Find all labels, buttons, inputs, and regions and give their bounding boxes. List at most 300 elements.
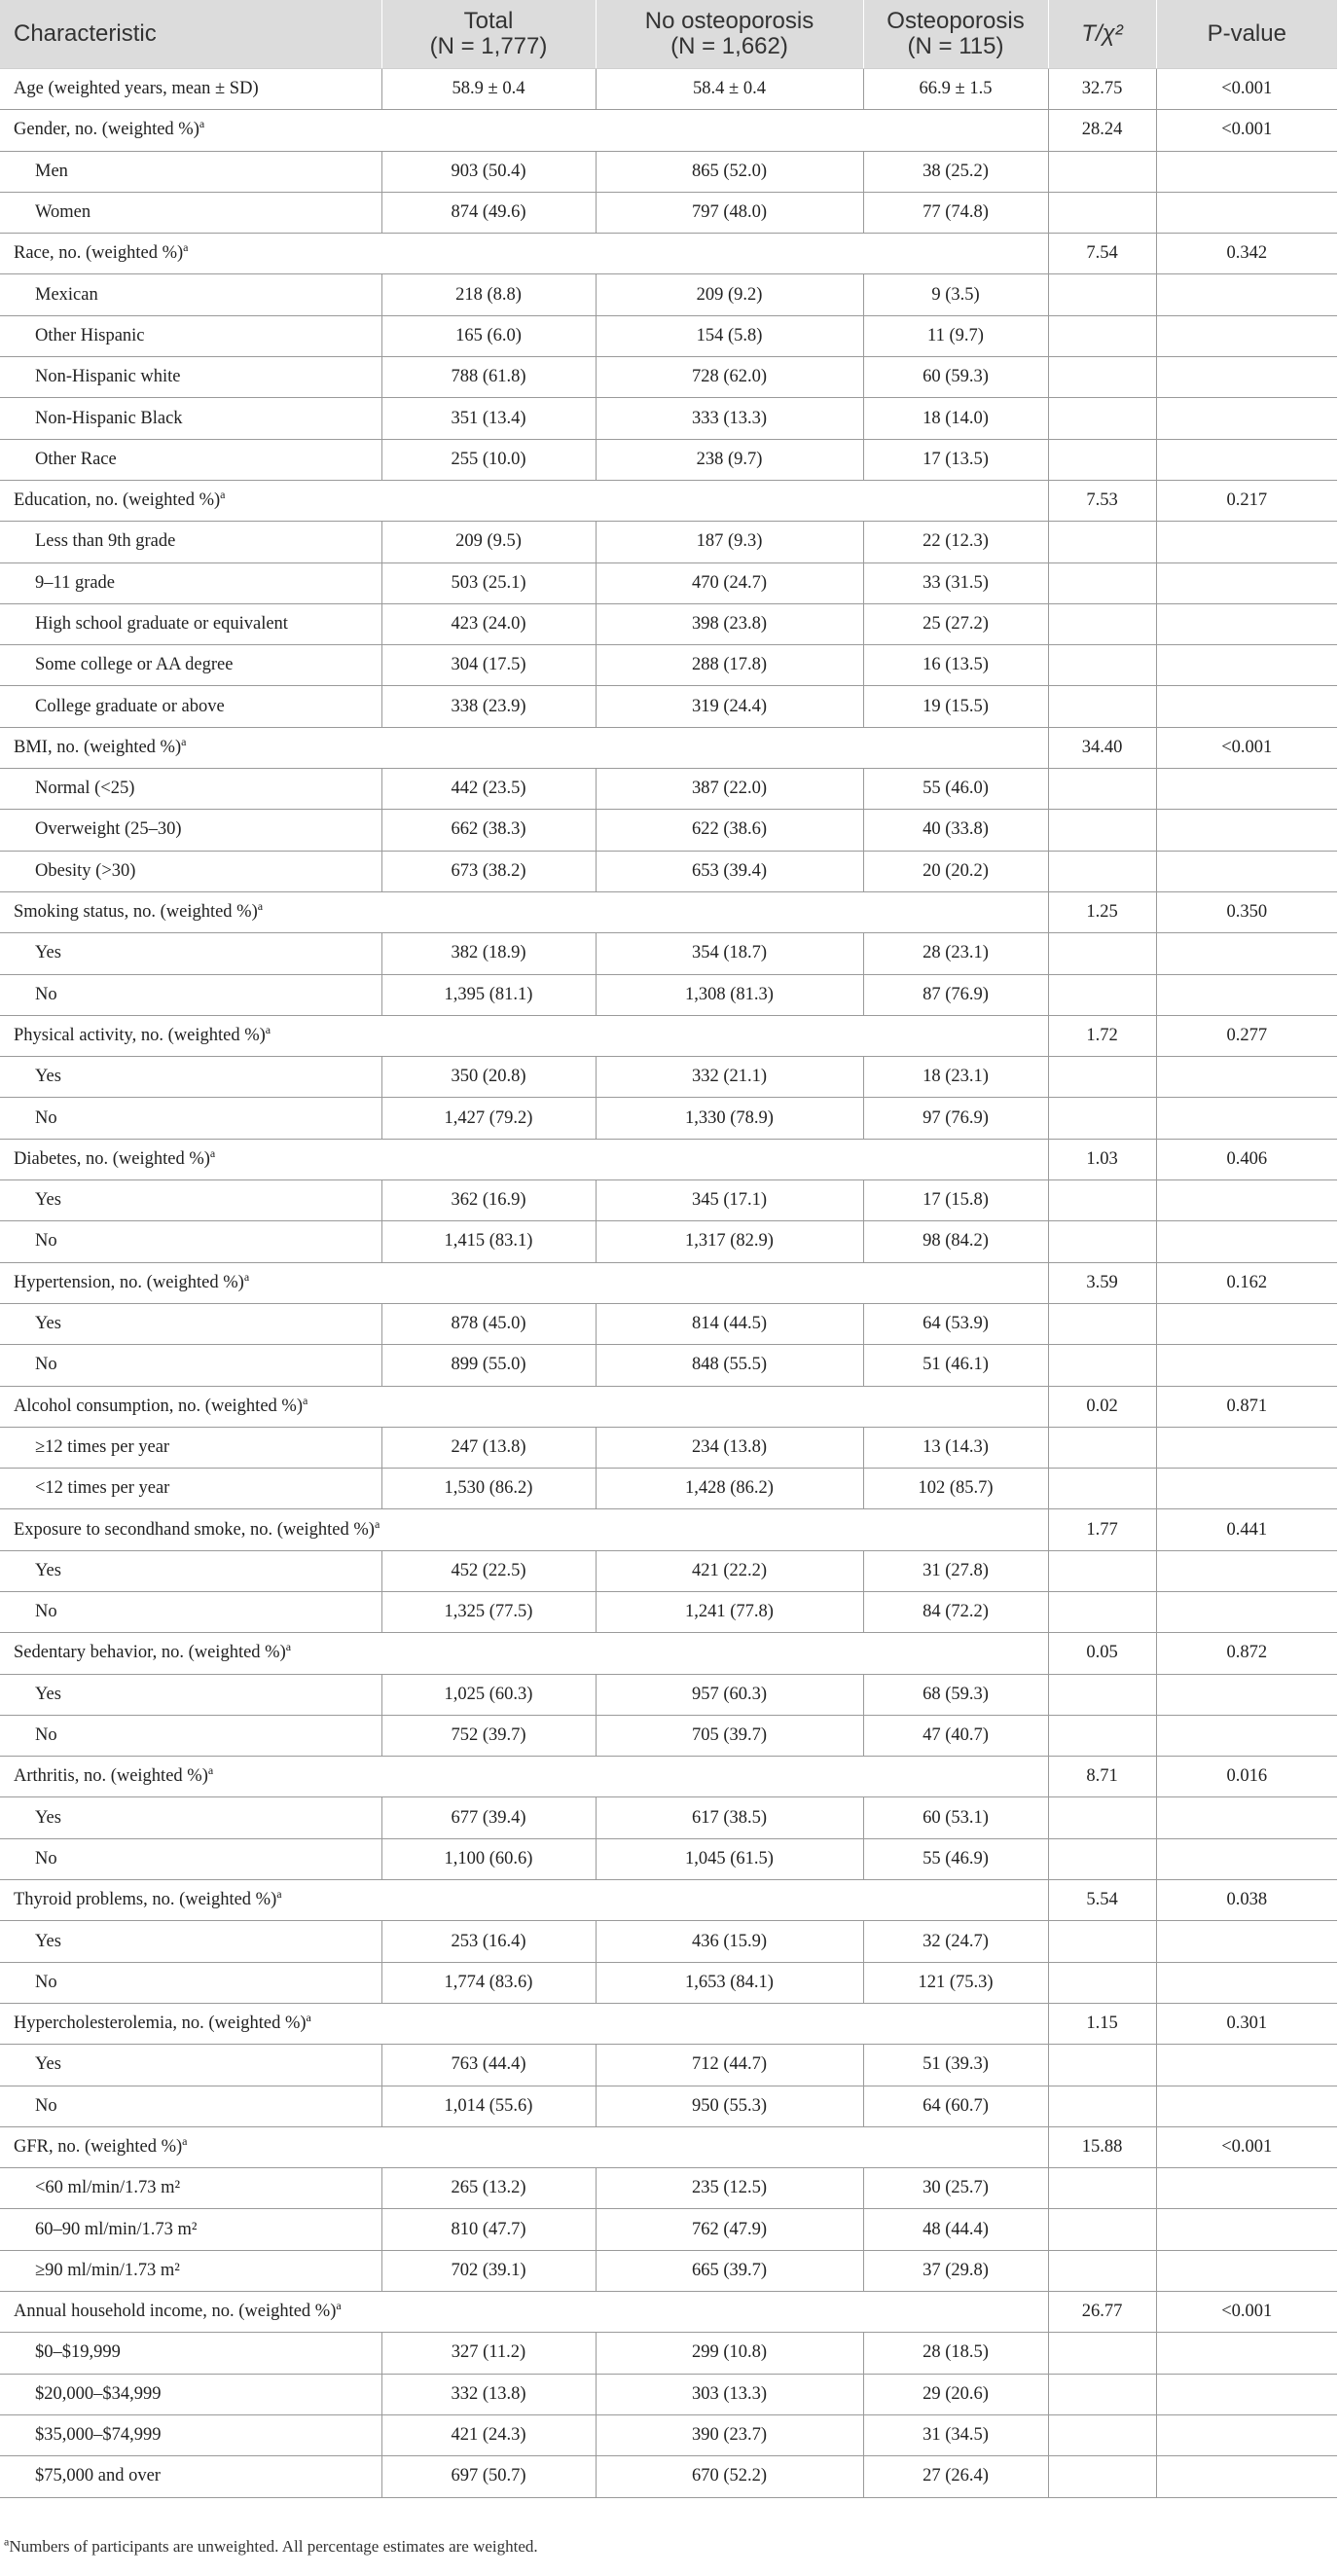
cell-test-statistic: [1048, 2414, 1156, 2455]
cell-total-text: 1,025 (60.3): [444, 1684, 533, 1704]
cell-characteristic: [0, 2250, 381, 2291]
cell-test-statistic-text: 1.25: [1086, 902, 1118, 923]
cell-characteristic: [0, 1386, 1048, 1427]
cell-test-statistic-text: 5.54: [1086, 1890, 1118, 1910]
cell-osteoporosis-text: 20 (20.2): [923, 860, 989, 881]
cell-osteoporosis: [863, 1098, 1048, 1139]
cell-osteoporosis-text: 98 (84.2): [923, 1231, 989, 1252]
cell-characteristic: [0, 1509, 1048, 1550]
cell-total: [381, 686, 596, 727]
table-footnote: [4, 2534, 538, 2557]
cell-test-statistic: [1048, 810, 1156, 851]
cell-no-osteoporosis-text: 398 (23.8): [691, 614, 768, 634]
cell-test-statistic: [1048, 192, 1156, 233]
cell-osteoporosis-text: 33 (31.5): [923, 572, 989, 593]
cell-characteristic-text: Normal (<25): [35, 779, 135, 799]
cell-p-value: [1156, 1015, 1337, 1056]
cell-no-osteoporosis: [596, 562, 863, 603]
cell-total-text: 874 (49.6): [451, 202, 526, 223]
cell-test-statistic-text: 28.24: [1081, 120, 1123, 140]
table-row-subcategory: [0, 1345, 1337, 1386]
cell-total: [381, 1550, 596, 1591]
cell-osteoporosis: [863, 1303, 1048, 1344]
cell-characteristic: [0, 1962, 381, 2003]
cell-test-statistic: [1048, 1469, 1156, 1509]
cell-osteoporosis: [863, 357, 1048, 398]
cell-no-osteoporosis: [596, 2250, 863, 2291]
cell-characteristic-text: Gender, no. (weighted %): [14, 120, 199, 140]
cell-test-statistic: [1048, 1509, 1156, 1550]
table-row-subcategory: [0, 1221, 1337, 1262]
cell-total: [381, 769, 596, 810]
cell-test-statistic: [1048, 2374, 1156, 2414]
table-row-subcategory: [0, 1797, 1337, 1838]
table-row-variable: [0, 1880, 1337, 1921]
cell-p-value-text: 0.162: [1226, 1272, 1268, 1292]
table-row-subcategory: [0, 933, 1337, 974]
cell-test-statistic: [1048, 1303, 1156, 1344]
table-row-subcategory: [0, 1674, 1337, 1715]
cell-total-text: 247 (13.8): [451, 1436, 526, 1457]
cell-no-osteoporosis: [596, 1591, 863, 1632]
table-row-subcategory: [0, 1715, 1337, 1756]
cell-p-value: [1156, 2003, 1337, 2044]
cell-no-osteoporosis: [596, 1797, 863, 1838]
table-row-subcategory: [0, 686, 1337, 727]
cell-test-statistic: [1048, 2333, 1156, 2374]
cell-osteoporosis-text: 51 (46.1): [923, 1355, 989, 1375]
cell-characteristic-text: No: [35, 1848, 57, 1869]
cell-p-value-text: <0.001: [1221, 2302, 1273, 2322]
cell-test-statistic-text: 1.03: [1086, 1148, 1118, 1169]
cell-characteristic-text: Yes: [35, 1560, 61, 1580]
cell-characteristic-text: No: [35, 1107, 57, 1128]
cell-no-osteoporosis: [596, 2456, 863, 2497]
cell-total: [381, 1674, 596, 1715]
cell-characteristic-text: Hypercholesterolemia, no. (weighted %): [14, 2014, 307, 2034]
cell-osteoporosis-text: 97 (76.9): [923, 1107, 989, 1128]
cell-no-osteoporosis-text: 1,317 (82.9): [685, 1231, 774, 1252]
cell-no-osteoporosis-text: 319 (24.4): [691, 696, 768, 716]
cell-test-statistic: [1048, 1386, 1156, 1427]
cell-p-value: [1156, 439, 1337, 480]
cell-no-osteoporosis: [596, 2086, 863, 2126]
cell-no-osteoporosis-text: 470 (24.7): [691, 572, 768, 593]
cell-characteristic-text: <60 ml/min/1.73 m²: [35, 2178, 181, 2198]
cell-total: [381, 439, 596, 480]
cell-characteristic-text: $20,000–$34,999: [35, 2383, 162, 2404]
cell-characteristic: [0, 151, 381, 192]
cell-no-osteoporosis-text: 387 (22.0): [691, 779, 768, 799]
cell-characteristic-text: Other Hispanic: [35, 325, 145, 345]
cell-test-statistic: [1048, 1015, 1156, 1056]
footnote-marker: a: [220, 487, 226, 501]
cell-no-osteoporosis-text: 762 (47.9): [691, 2219, 768, 2239]
cell-test-statistic: [1048, 1262, 1156, 1303]
cell-test-statistic: [1048, 1139, 1156, 1179]
cell-no-osteoporosis: [596, 603, 863, 644]
footnote-text: Numbers of participants are unweighted. All percentage estimates are weighted.: [9, 2537, 538, 2556]
cell-osteoporosis-text: 18 (14.0): [923, 408, 989, 428]
table-body: [0, 69, 1337, 2498]
cell-characteristic: [0, 2456, 381, 2497]
cell-no-osteoporosis-text: 303 (13.3): [691, 2383, 768, 2404]
cell-p-value-text: 0.406: [1226, 1148, 1268, 1169]
cell-p-value-text: 0.441: [1226, 1519, 1268, 1540]
cell-total: [381, 2456, 596, 2497]
cell-total-text: 788 (61.8): [451, 367, 526, 387]
cell-p-value-text: 0.871: [1226, 1396, 1268, 1416]
cell-no-osteoporosis-text: 235 (12.5): [691, 2178, 768, 2198]
cell-test-statistic: [1048, 2086, 1156, 2126]
cell-p-value: [1156, 522, 1337, 562]
cell-test-statistic: [1048, 2292, 1156, 2333]
cell-no-osteoporosis: [596, 1962, 863, 2003]
cell-total-text: 677 (39.4): [451, 1807, 526, 1828]
cell-p-value-text: 0.038: [1226, 1890, 1268, 1910]
cell-no-osteoporosis-text: 234 (13.8): [691, 1436, 768, 1457]
cell-test-statistic: [1048, 2209, 1156, 2250]
cell-characteristic: [0, 439, 381, 480]
table-row-subcategory: [0, 851, 1337, 891]
cell-characteristic-text: Yes: [35, 1314, 61, 1334]
cell-osteoporosis: [863, 439, 1048, 480]
cell-total: [381, 1469, 596, 1509]
cell-p-value: [1156, 1345, 1337, 1386]
cell-no-osteoporosis-text: 288 (17.8): [691, 655, 768, 675]
table-row-subcategory: [0, 2086, 1337, 2126]
cell-characteristic: [0, 1057, 381, 1098]
cell-total-text: 442 (23.5): [451, 779, 526, 799]
cell-p-value-text: <0.001: [1221, 2136, 1273, 2157]
cell-no-osteoporosis: [596, 1715, 863, 1756]
cell-characteristic: [0, 1139, 1048, 1179]
cell-osteoporosis: [863, 1057, 1048, 1098]
cell-characteristic-text: No: [35, 1231, 57, 1252]
cell-characteristic-text: Physical activity, no. (weighted %): [14, 1025, 266, 1045]
cell-osteoporosis-text: 37 (29.8): [923, 2260, 989, 2280]
cell-p-value: [1156, 769, 1337, 810]
cell-no-osteoporosis-text: 1,428 (86.2): [685, 1478, 774, 1499]
footnote-marker: a: [265, 1022, 271, 1036]
cell-characteristic: [0, 686, 381, 727]
cell-no-osteoporosis-text: 421 (22.2): [691, 1560, 768, 1580]
cell-no-osteoporosis: [596, 192, 863, 233]
cell-total: [381, 1057, 596, 1098]
cell-p-value: [1156, 1674, 1337, 1715]
cell-characteristic-text: Mexican: [35, 284, 98, 305]
cell-total-text: 903 (50.4): [451, 161, 526, 181]
cell-p-value-text: <0.001: [1221, 79, 1273, 99]
cell-p-value: [1156, 1633, 1337, 1674]
cell-test-statistic: [1048, 1797, 1156, 1838]
cell-no-osteoporosis-text: 154 (5.8): [696, 325, 763, 345]
cell-osteoporosis-text: 47 (40.7): [923, 1725, 989, 1746]
cell-test-statistic: [1048, 315, 1156, 356]
cell-p-value: [1156, 1303, 1337, 1344]
cell-no-osteoporosis-text: 622 (38.6): [691, 819, 768, 840]
cell-test-statistic: [1048, 274, 1156, 315]
table-row-subcategory: [0, 1098, 1337, 1139]
cell-characteristic-text: No: [35, 984, 57, 1004]
cell-no-osteoporosis-text: 814 (44.5): [691, 1314, 768, 1334]
cell-osteoporosis: [863, 2168, 1048, 2209]
cell-test-statistic: [1048, 851, 1156, 891]
cell-osteoporosis: [863, 398, 1048, 439]
header-no-osteoporosis-n: (N = 1,662): [670, 33, 788, 59]
cell-test-statistic: [1048, 1180, 1156, 1221]
cell-total-text: 253 (16.4): [451, 1931, 526, 1951]
cell-characteristic-text: Yes: [35, 2054, 61, 2075]
footnote-marker: a: [243, 1269, 250, 1284]
cell-osteoporosis-text: 66.9 ± 1.5: [919, 79, 993, 99]
cell-total: [381, 2086, 596, 2126]
cell-test-statistic-text: 26.77: [1081, 2302, 1123, 2322]
cell-characteristic-text: Alcohol consumption, no. (weighted %): [14, 1396, 303, 1416]
cell-total-text: 1,415 (83.1): [444, 1231, 533, 1252]
cell-no-osteoporosis: [596, 1427, 863, 1468]
cell-characteristic: [0, 2003, 1048, 2044]
cell-characteristic: [0, 522, 381, 562]
cell-total: [381, 1345, 596, 1386]
cell-test-statistic-text: 1.72: [1086, 1025, 1118, 1045]
cell-osteoporosis-text: 28 (18.5): [923, 2342, 989, 2363]
cell-osteoporosis: [863, 1797, 1048, 1838]
cell-p-value-text: 0.016: [1226, 1766, 1268, 1787]
cell-test-statistic: [1048, 2003, 1156, 2044]
cell-total-text: 423 (24.0): [451, 614, 526, 634]
cell-p-value-text: <0.001: [1221, 737, 1273, 757]
cell-p-value: [1156, 1221, 1337, 1262]
cell-p-value: [1156, 562, 1337, 603]
cell-total-text: 1,325 (77.5): [444, 1602, 533, 1622]
cell-characteristic: [0, 645, 381, 686]
table-row-subcategory: [0, 810, 1337, 851]
cell-no-osteoporosis: [596, 1303, 863, 1344]
cell-characteristic: [0, 1180, 381, 1221]
footnote-marker: a: [302, 1393, 308, 1407]
table-row-subcategory: [0, 2414, 1337, 2455]
cell-p-value-text: 0.277: [1226, 1025, 1268, 1045]
cell-total-text: 338 (23.9): [451, 696, 526, 716]
cell-osteoporosis: [863, 274, 1048, 315]
table-row-variable: [0, 2292, 1337, 2333]
cell-characteristic: [0, 2126, 1048, 2167]
cell-characteristic-text: Annual household income, no. (weighted %): [14, 2302, 337, 2322]
cell-test-statistic: [1048, 357, 1156, 398]
cell-characteristic: [0, 1015, 1048, 1056]
cell-p-value: [1156, 480, 1337, 521]
cell-osteoporosis-text: 64 (53.9): [923, 1314, 989, 1334]
cell-total: [381, 974, 596, 1015]
cell-no-osteoporosis-text: 436 (15.9): [691, 1931, 768, 1951]
cell-total: [381, 2250, 596, 2291]
table-row-subcategory: [0, 1550, 1337, 1591]
cell-characteristic-text: BMI, no. (weighted %): [14, 737, 182, 757]
cell-characteristic: [0, 1098, 381, 1139]
cell-characteristic: [0, 1757, 1048, 1797]
cell-no-osteoporosis: [596, 1550, 863, 1591]
table-row-subcategory: [0, 1469, 1337, 1509]
cell-p-value: [1156, 727, 1337, 768]
cell-no-osteoporosis: [596, 851, 863, 891]
footnote-marker: a: [285, 1640, 292, 1654]
cell-no-osteoporosis: [596, 810, 863, 851]
cell-test-statistic: [1048, 2456, 1156, 2497]
cell-p-value: [1156, 2456, 1337, 2497]
cell-test-statistic: [1048, 1674, 1156, 1715]
cell-total-text: 503 (25.1): [451, 572, 526, 593]
cell-p-value: [1156, 851, 1337, 891]
cell-characteristic-text: High school graduate or equivalent: [35, 614, 288, 634]
cell-characteristic-text: Yes: [35, 943, 61, 963]
cell-total: [381, 2414, 596, 2455]
cell-osteoporosis: [863, 1674, 1048, 1715]
cell-test-statistic-text: 1.15: [1086, 2014, 1118, 2034]
table-row-subcategory: [0, 357, 1337, 398]
cell-osteoporosis: [863, 810, 1048, 851]
cell-osteoporosis-text: 16 (13.5): [923, 655, 989, 675]
cell-total: [381, 603, 596, 644]
cell-characteristic: [0, 1880, 1048, 1921]
cell-test-statistic: [1048, 603, 1156, 644]
table-header: [0, 0, 1337, 69]
cell-p-value: [1156, 110, 1337, 151]
cell-test-statistic-text: 32.75: [1081, 79, 1123, 99]
cell-no-osteoporosis-text: 950 (55.3): [691, 2095, 768, 2116]
table-row-subcategory: [0, 1057, 1337, 1098]
cell-osteoporosis: [863, 192, 1048, 233]
cell-p-value: [1156, 1591, 1337, 1632]
table-row-subcategory: [0, 398, 1337, 439]
cell-characteristic-text: Obesity (>30): [35, 860, 136, 881]
cell-total: [381, 1962, 596, 2003]
cell-no-osteoporosis-text: 653 (39.4): [691, 860, 768, 881]
table-row-subcategory: [0, 439, 1337, 480]
footnote-marker: a: [183, 240, 189, 255]
cell-total: [381, 1921, 596, 1962]
cell-p-value: [1156, 234, 1337, 274]
cell-characteristic: [0, 891, 1048, 932]
cell-osteoporosis-text: 121 (75.3): [918, 1972, 994, 1992]
cell-p-value: [1156, 810, 1337, 851]
table-row-variable: [0, 727, 1337, 768]
table-row-variable: [0, 1015, 1337, 1056]
cell-characteristic: [0, 1303, 381, 1344]
cell-test-statistic: [1048, 1757, 1156, 1797]
cell-total-text: 265 (13.2): [451, 2178, 526, 2198]
cell-osteoporosis-text: 9 (3.5): [931, 284, 980, 305]
cell-total: [381, 810, 596, 851]
table-row-subcategory: [0, 1303, 1337, 1344]
cell-p-value-text: 0.301: [1226, 2014, 1268, 2034]
cell-total-text: 255 (10.0): [451, 449, 526, 469]
table-row-variable: [0, 69, 1337, 110]
cell-test-statistic-text: 0.02: [1086, 1396, 1118, 1416]
cell-osteoporosis: [863, 1221, 1048, 1262]
cell-total-text: 702 (39.1): [451, 2260, 526, 2280]
cell-total: [381, 522, 596, 562]
cell-test-statistic: [1048, 933, 1156, 974]
cell-p-value: [1156, 357, 1337, 398]
cell-total-text: 382 (18.9): [451, 943, 526, 963]
cell-osteoporosis: [863, 2209, 1048, 2250]
cell-total: [381, 933, 596, 974]
cell-test-statistic-text: 7.54: [1086, 243, 1118, 264]
footnote-mark: a: [4, 2534, 10, 2549]
cell-p-value: [1156, 1057, 1337, 1098]
cell-no-osteoporosis: [596, 1057, 863, 1098]
cell-characteristic: [0, 851, 381, 891]
cell-no-osteoporosis-text: 1,241 (77.8): [685, 1602, 774, 1622]
cell-p-value-text: 0.217: [1226, 490, 1268, 511]
cell-no-osteoporosis: [596, 769, 863, 810]
cell-no-osteoporosis: [596, 2168, 863, 2209]
cell-p-value: [1156, 1715, 1337, 1756]
cell-osteoporosis-text: 32 (24.7): [923, 1931, 989, 1951]
cell-osteoporosis: [863, 1715, 1048, 1756]
cell-no-osteoporosis: [596, 1345, 863, 1386]
cell-osteoporosis-text: 55 (46.0): [923, 779, 989, 799]
table-row-subcategory: [0, 522, 1337, 562]
cell-no-osteoporosis-text: 390 (23.7): [691, 2425, 768, 2446]
cell-p-value: [1156, 1427, 1337, 1468]
cell-total: [381, 398, 596, 439]
cell-total: [381, 2168, 596, 2209]
cell-osteoporosis: [863, 1838, 1048, 1879]
table-row-subcategory: [0, 1962, 1337, 2003]
table-row-subcategory: [0, 645, 1337, 686]
cell-total-text: 58.9 ± 0.4: [452, 79, 525, 99]
cell-characteristic-text: $75,000 and over: [35, 2466, 161, 2486]
cell-characteristic-text: Women: [35, 202, 91, 223]
cell-total-text: 878 (45.0): [451, 1314, 526, 1334]
cell-characteristic-text: Exposure to secondhand smoke, no. (weighted %): [14, 1519, 375, 1540]
cell-osteoporosis-text: 28 (23.1): [923, 943, 989, 963]
cell-test-statistic-text: 8.71: [1086, 1766, 1118, 1787]
cell-total-text: 899 (55.0): [451, 1355, 526, 1375]
cell-test-statistic-text: 0.05: [1086, 1643, 1118, 1663]
cell-characteristic: [0, 727, 1048, 768]
cell-p-value: [1156, 2292, 1337, 2333]
cell-characteristic-text: No: [35, 1972, 57, 1992]
cell-p-value: [1156, 2414, 1337, 2455]
cell-total: [381, 2045, 596, 2086]
cell-osteoporosis-text: 64 (60.7): [923, 2095, 989, 2116]
cell-characteristic-text: Diabetes, no. (weighted %): [14, 1148, 210, 1169]
cell-test-statistic: [1048, 1921, 1156, 1962]
cell-characteristic-text: Yes: [35, 1190, 61, 1211]
cell-test-statistic: [1048, 2126, 1156, 2167]
cell-characteristic: [0, 1921, 381, 1962]
cell-no-osteoporosis: [596, 1838, 863, 1879]
cell-p-value: [1156, 891, 1337, 932]
cell-total-text: 421 (24.3): [451, 2425, 526, 2446]
cell-characteristic: [0, 2374, 381, 2414]
cell-no-osteoporosis-text: 957 (60.3): [691, 1684, 768, 1704]
cell-test-statistic: [1048, 2045, 1156, 2086]
cell-p-value: [1156, 603, 1337, 644]
cell-p-value: [1156, 2250, 1337, 2291]
cell-osteoporosis: [863, 1427, 1048, 1468]
table-row-subcategory: [0, 1591, 1337, 1632]
cell-total-text: 1,395 (81.1): [444, 984, 533, 1004]
cell-test-statistic: [1048, 439, 1156, 480]
header-osteoporosis-label: Osteoporosis: [887, 8, 1025, 34]
cell-characteristic: [0, 974, 381, 1015]
cell-osteoporosis-text: 11 (9.7): [927, 325, 984, 345]
cell-test-statistic: [1048, 1838, 1156, 1879]
